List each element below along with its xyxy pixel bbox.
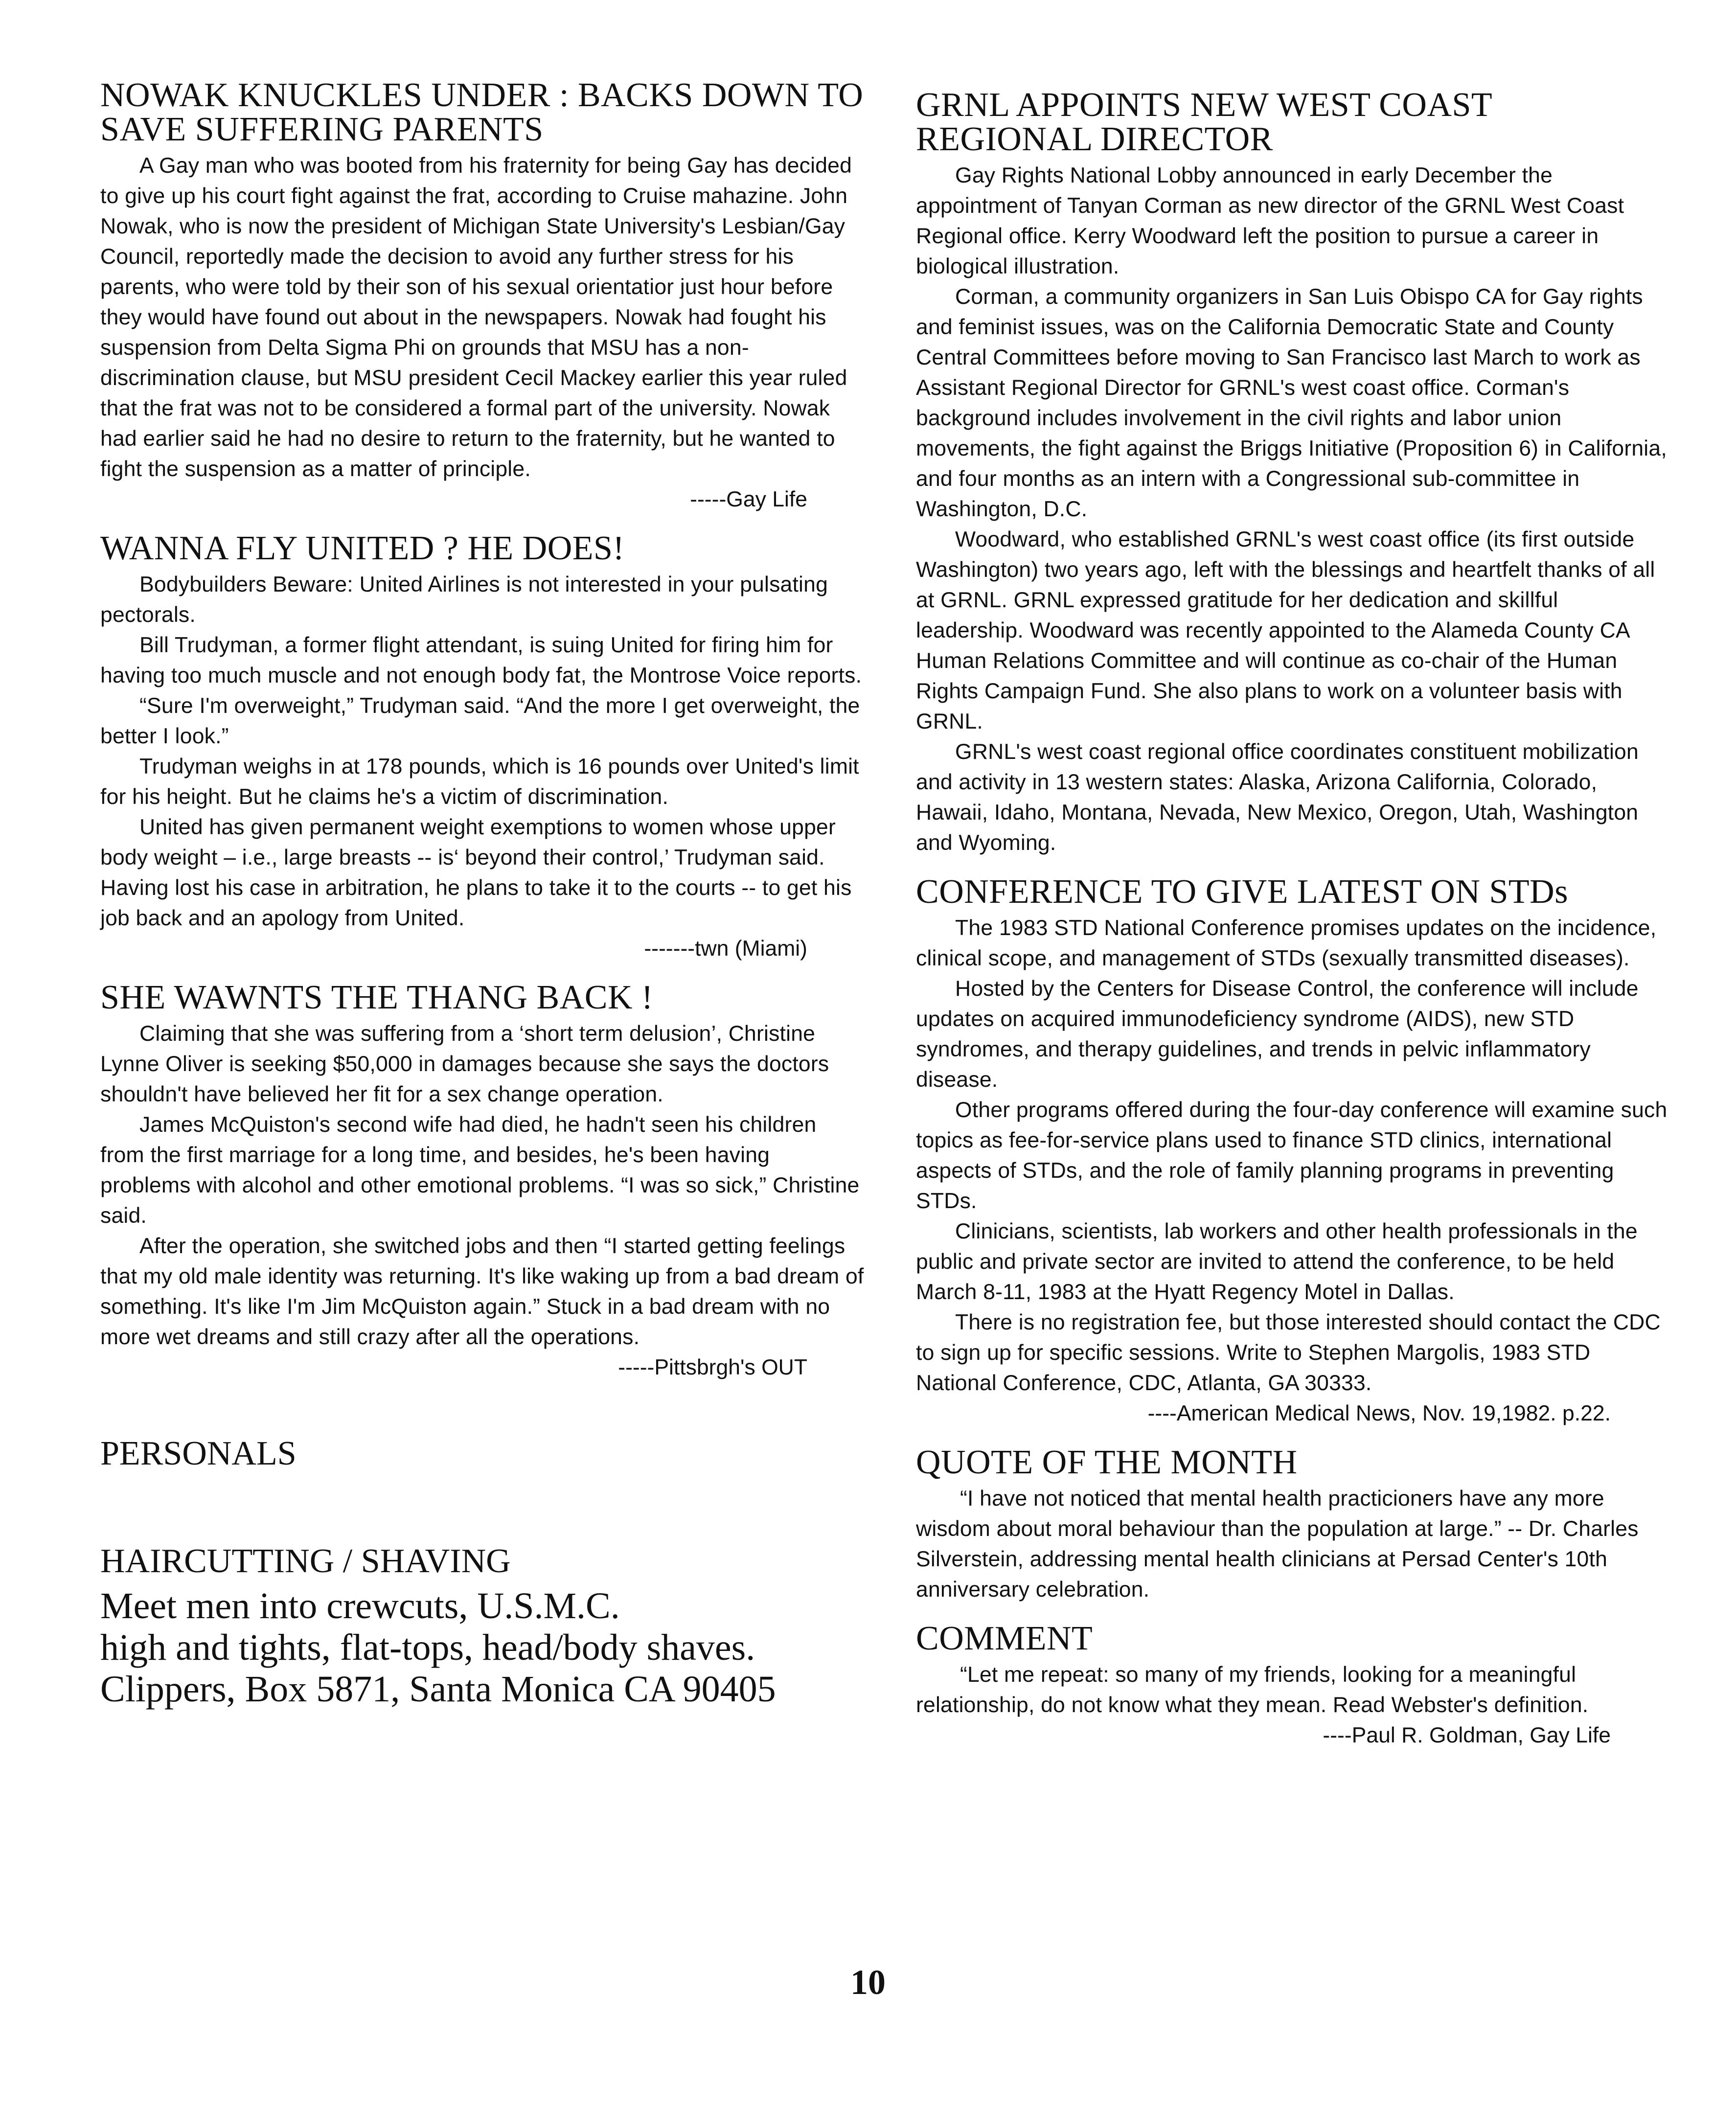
ad-line: Meet men into crewcuts, U.S.M.C. bbox=[100, 1585, 620, 1626]
paragraph: United has given permanent weight exemptions to women whose upper body weight – i.e., large breasts -- is‘ beyond their control,’ Trudyman said. Having lost his case in arbitration, he plans to take it to the courts -- to get his job back and an apology from United. bbox=[100, 815, 852, 930]
source-credit: ----Paul R. Goldman, Gay Life bbox=[1323, 1723, 1611, 1747]
article-body bbox=[100, 570, 866, 934]
ad-line: high and tights, flat-tops, head/body shaves. bbox=[100, 1627, 755, 1668]
article-std-conference bbox=[916, 875, 1669, 1429]
paragraph: The 1983 STD National Conference promises updates on the incidence, clinical scope, and management of STDs (sexually transmitted diseases). bbox=[916, 916, 1657, 970]
article-quote-of-month bbox=[916, 1445, 1669, 1605]
paragraph: Bill Trudyman, a former flight attendant, is suing United for firing him for having too much muscle and not enough body fat, the Montrose Voice reports. bbox=[100, 633, 862, 687]
headline: WANNA FLY UNITED ? HE DOES! bbox=[100, 529, 625, 567]
headline: NOWAK KNUCKLES UNDER : BACKS DOWN TO SAVE SUFFERING PARENTS bbox=[100, 76, 864, 148]
article-body bbox=[916, 1484, 1669, 1605]
paragraph: Trudyman weighs in at 178 pounds, which is 16 pounds over United's limit for his height. But he claims he's a victim of discrimination. bbox=[100, 755, 859, 809]
paragraph: “I have not noticed that mental health practicioners have any more wisdom about moral behaviour than the population at large.” -- Dr. Charles Silverstein, addressing mental health clinicians at Persad Center's 10th anniversary celebration. bbox=[916, 1487, 1639, 1602]
paragraph: After the operation, she switched jobs and then “I started getting feelings that my old male identity was returning. It's like waking up from a bad dream of something. It's like I'm Jim McQuiston again.” Stuck in a bad dream with no more wet dreams and still crazy after all the operations. bbox=[100, 1234, 864, 1349]
paragraph: Other programs offered during the four-day conference will examine such topics as fee-for-service plans used to finance STD clinics, international aspects of STDs, and the role of family planning programs in preventing STDs. bbox=[916, 1098, 1667, 1213]
headline: QUOTE OF THE MONTH bbox=[916, 1443, 1298, 1481]
article-body bbox=[916, 913, 1669, 1398]
paragraph: “Let me repeat: so many of my friends, looking for a meaningful relationship, do not know what they mean. Read Webster's definition. bbox=[916, 1663, 1589, 1717]
paragraph: There is no registration fee, but those interested should contact the CDC to sign up for specific sessions. Write to Stephen Margolis, 1983 STD National Conference, CDC, Atlanta, GA 30333. bbox=[916, 1310, 1661, 1395]
headline: CONFERENCE TO GIVE LATEST ON STDs bbox=[916, 873, 1568, 911]
personals-title: PERSONALS bbox=[100, 1435, 297, 1472]
article-body bbox=[100, 151, 866, 484]
article-body bbox=[100, 1019, 866, 1352]
paragraph: Clinicians, scientists, lab workers and other health professionals in the public and private sector are invited to attend the conference, to be held March 8-11, 1983 at the Hyatt Regency Motel in Dallas. bbox=[916, 1219, 1638, 1304]
ad-line: Clippers, Box 5871, Santa Monica CA 90405 bbox=[100, 1669, 776, 1710]
source-credit: -----Gay Life bbox=[690, 487, 807, 511]
headline: GRNL APPOINTS NEW WEST COAST REGIONAL DIRECTOR bbox=[916, 86, 1492, 158]
paragraph: A Gay man who was booted from his fraternity for being Gay has decided to give up his court fight against the frat, according to Cruise mahazine. John Nowak, who is now the president of Michigan State University's Lesbian/Gay Council, reportedly made the decision to avoid any further stress for his parents, who were told by their son of his sexual orientatior just hour before they would have found out about in the newspapers. Nowak had fought his suspension from Delta Sigma Phi on grounds that MSU has a non-discrimination clause, but MSU president Cecil Mackey earlier this year ruled that the frat was not to be considered a formal part of the university. Nowak had earlier said he had no desire to return to the fraternity, but he wanted to fight the suspension as a matter of principle. bbox=[100, 154, 852, 481]
headline: SHE WAWNTS THE THANG BACK ! bbox=[100, 979, 653, 1016]
paragraph: Woodward, who established GRNL's west coast office (its first outside Washington) two years ago, left with the blessings and heartfelt thanks of all at GRNL. GRNL expressed gratitude for her dedication and skillful leadership. Woodward was recently appointed to the Alameda County CA Human Relations Committee and will continue as co-chair of the Human Rights Campaign Fund. She also plans to work on a volunteer basis with GRNL. bbox=[916, 527, 1655, 733]
source-credit: -----Pittsbrgh's OUT bbox=[618, 1355, 807, 1379]
personals-section bbox=[100, 1437, 866, 1710]
paragraph: Hosted by the Centers for Disease Control, the conference will include updates on acquired immunodeficiency syndrome (AIDS), new STD syndromes, and therapy guidelines, and trends in pelvic inflammatory disease. bbox=[916, 977, 1639, 1092]
article-thang bbox=[100, 981, 866, 1383]
right-column bbox=[916, 88, 1669, 1767]
paragraph: James McQuiston's second wife had died, he hadn't seen his children from the first marriage for a long time, and besides, he's been having problems with alcohol and other emotional problems. “I was so sick,” Christine said. bbox=[100, 1113, 860, 1228]
article-body bbox=[916, 160, 1669, 858]
paragraph: Corman, a community organizers in San Luis Obispo CA for Gay rights and feminist issues, was on the California Democratic State and County Central Committees before moving to San Francisco last March to work as Assistant Regional Director for GRNL's west coast office. Corman's background includes involvement in the civil rights and labor union movements, the fight against the Briggs Initiative (Proposition 6) in California, and four months as an intern with a Congressional sub-committee in Washington, D.C. bbox=[916, 285, 1667, 521]
headline: COMMENT bbox=[916, 1620, 1093, 1657]
left-column bbox=[100, 78, 866, 1710]
paragraph: “Sure I'm overweight,” Trudyman said. “And the more I get overweight, the better I look.” bbox=[100, 694, 860, 748]
paragraph: Bodybuilders Beware: United Airlines is not interested in your pulsating pectorals. bbox=[100, 573, 828, 627]
source-credit: ----American Medical News, Nov. 19,1982. p.22. bbox=[1147, 1401, 1611, 1425]
article-united bbox=[100, 531, 866, 964]
source-credit: -------twn (Miami) bbox=[644, 937, 807, 961]
article-body bbox=[916, 1660, 1669, 1720]
page-number: 10 bbox=[850, 1963, 886, 2002]
ad-heading: HAIRCUTTING / SHAVING bbox=[100, 1542, 511, 1580]
paragraph: Gay Rights National Lobby announced in early December the appointment of Tanyan Corman as new director of the GRNL West Coast Regional office. Kerry Woodward left the position to pursue a career in biological illustration. bbox=[916, 163, 1624, 278]
article-comment bbox=[916, 1622, 1669, 1751]
paragraph: Claiming that she was suffering from a ‘short term delusion’, Christine Lynne Oliver is seeking $50,000 in damages because she says the doctors shouldn't have believed her fit for a sex change operation. bbox=[100, 1022, 829, 1106]
article-nowak bbox=[100, 78, 866, 515]
paragraph: GRNL's west coast regional office coordinates constituent mobilization and activity in 13 western states: Alaska, Arizona California, Colorado, Hawaii, Idaho, Montana, Nevada, New Mexico, Oregon, Utah, Washington and Wyoming. bbox=[916, 740, 1639, 855]
article-grnl bbox=[916, 88, 1669, 858]
